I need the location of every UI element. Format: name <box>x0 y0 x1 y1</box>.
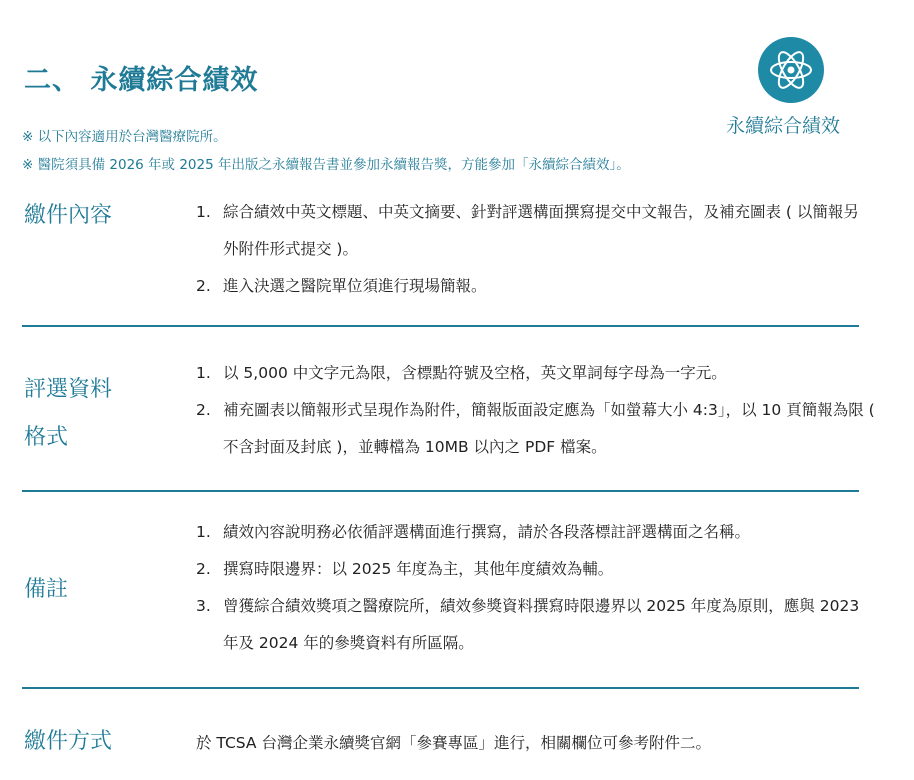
list-item-number: 2. <box>196 277 211 295</box>
list-item-text: 進入決選之醫院單位須進行現場簡報。 <box>223 277 487 295</box>
eligibility-note: ※ 醫院須具備 2026 年或 2025 年出版之永續報告書並參加永續報告獎，方能參加「永續綜合績效」。 <box>22 157 630 173</box>
list-item <box>196 268 864 305</box>
section-label-line: 繳件內容 <box>24 203 113 228</box>
section-label-line: 評選資料 <box>24 377 113 402</box>
submission-content-list <box>196 194 864 305</box>
eligibility-note: ※ 以下內容適用於台灣醫療院所。 <box>22 129 227 145</box>
badge-label: 永續綜合績效 <box>726 115 841 137</box>
evaluation-format-list <box>196 355 876 466</box>
section-divider <box>22 687 859 689</box>
list-item-text: 綜合績效中英文標題、中英文摘要、針對評選構面撰寫提交中文報告，及補充圖表 ( 以簡報另外附件形式提交 )。 <box>223 203 859 258</box>
list-item <box>196 514 876 551</box>
section-label-line: 繳件方式 <box>24 729 113 754</box>
list-item-text: 以 5,000 中文字元為限，含標點符號及空格，英文單詞每字母為一字元。 <box>223 364 727 382</box>
section-label-submission-method <box>24 718 112 766</box>
section-label-line: 備註 <box>24 577 69 602</box>
section-label-submission-content <box>24 192 112 240</box>
list-item <box>196 194 864 268</box>
list-item <box>196 551 876 588</box>
list-item-number: 2. <box>196 401 211 419</box>
section-label-line: 格式 <box>24 425 69 450</box>
list-item-text: 補充圖表以簡報形式呈現作為附件，簡報版面設定應為「如螢幕大小 4:3」，以 10 頁簡報為限 ( 不含封面及封底 )，並轉檔為 10MB 以內之 PDF 檔案。 <box>223 401 875 456</box>
section-divider <box>22 325 859 327</box>
list-item <box>196 392 876 466</box>
atom-icon <box>758 37 824 103</box>
section-divider <box>22 490 859 492</box>
list-item-number: 1. <box>196 203 211 221</box>
category-badge <box>758 37 824 103</box>
list-item-number: 1. <box>196 523 211 541</box>
list-item-text: 撰寫時限邊界：以 2025 年度為主，其他年度績效為輔。 <box>223 560 614 578</box>
list-item-text: 曾獲綜合績效獎項之醫療院所，績效參獎資料撰寫時限邊界以 2025 年度為原則，應與 2023 年及 2024 年的參獎資料有所區隔。 <box>223 597 860 652</box>
list-item-number: 2. <box>196 560 211 578</box>
list-item-number: 3. <box>196 597 211 615</box>
page-title: 二、 永續綜合績效 <box>24 65 259 96</box>
list-item <box>196 355 876 392</box>
list-item <box>196 588 876 662</box>
section-label-remarks <box>24 566 68 614</box>
remarks-list <box>196 514 876 662</box>
list-item-text: 績效內容說明務必依循評選構面進行撰寫，請於各段落標註評選構面之名稱。 <box>223 523 751 541</box>
submission-method-text: 於 TCSA 台灣企業永續獎官網「參賽專區」進行，相關欄位可參考附件二。 <box>196 734 711 752</box>
section-label-evaluation-format <box>24 366 112 462</box>
list-item-number: 1. <box>196 364 211 382</box>
